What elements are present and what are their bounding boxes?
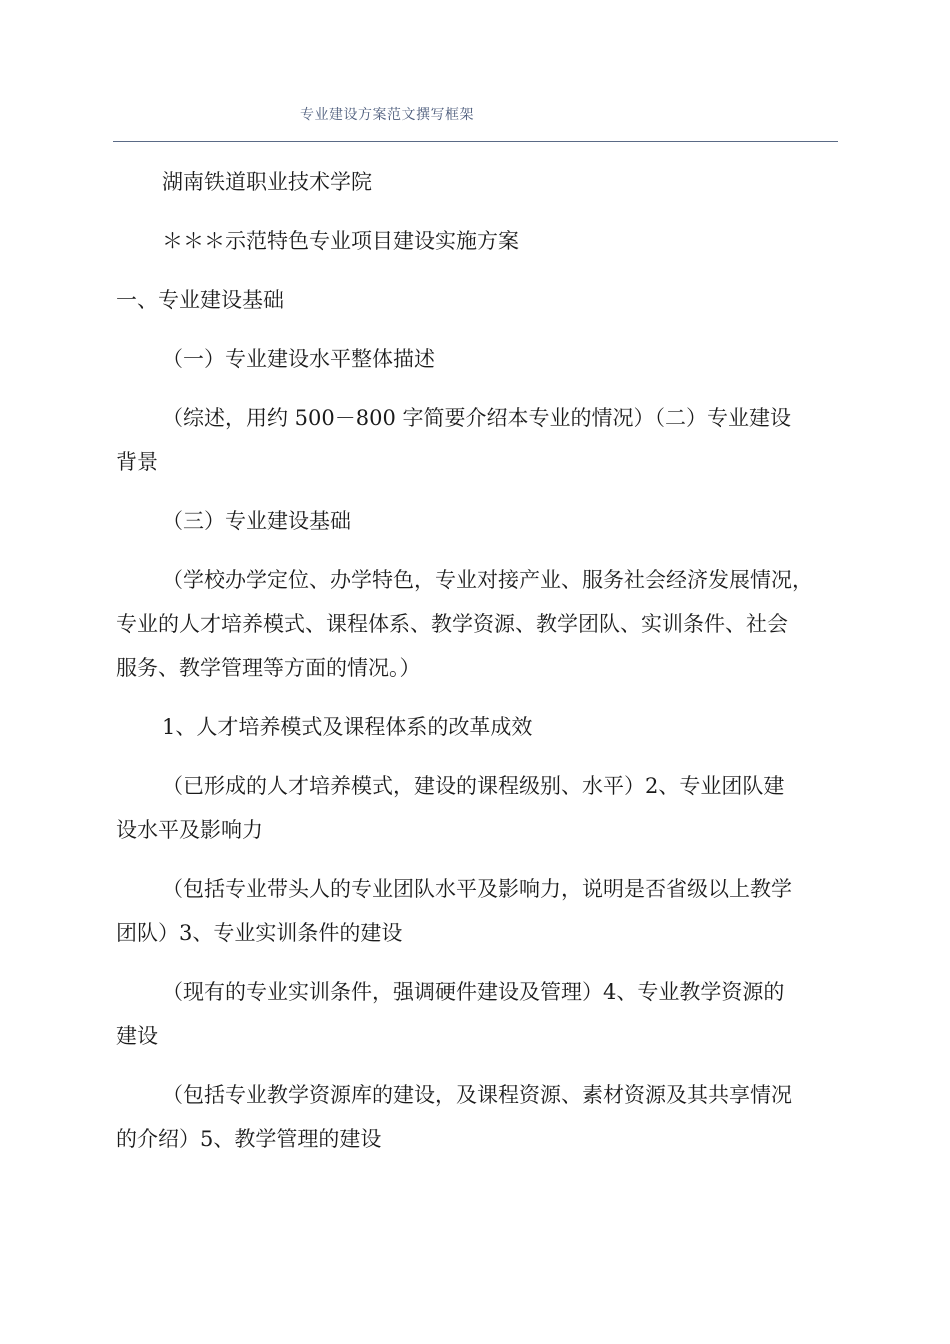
paragraph-line: 专业的人才培养模式、课程体系、教学资源、教学团队、实训条件、社会 bbox=[116, 612, 788, 636]
paragraph-line: 服务、教学管理等方面的情况。） bbox=[116, 656, 421, 680]
institution-name: 湖南铁道职业技术学院 bbox=[162, 170, 372, 194]
running-header-title: 专业建设方案范文撰写框架 bbox=[300, 107, 474, 123]
subsection-heading-1-1: （一）专业建设水平整体描述 bbox=[162, 347, 435, 371]
subsection-heading-1-3: （三）专业建设基础 bbox=[162, 509, 351, 533]
paragraph-line: （包括专业教学资源库的建设，及课程资源、素材资源及其共享情况 bbox=[162, 1083, 792, 1107]
paragraph-line: （综述，用约 500－800 字简要介绍本专业的情况）（二）专业建设 bbox=[162, 406, 792, 430]
paragraph-line: （已形成的人才培养模式，建设的课程级别、水平）2、专业团队建 bbox=[162, 774, 785, 798]
section-heading-1: 一、专业建设基础 bbox=[116, 288, 284, 312]
paragraph-line: 建设 bbox=[116, 1024, 158, 1048]
paragraph-line: 的介绍）5、教学管理的建设 bbox=[116, 1127, 382, 1151]
paragraph-line: （包括专业带头人的专业团队水平及影响力，说明是否省级以上教学 bbox=[162, 877, 792, 901]
paragraph-line: （学校办学定位、办学特色，专业对接产业、服务社会经济发展情况， bbox=[162, 568, 813, 592]
paragraph-line: 设水平及影响力 bbox=[116, 818, 263, 842]
paragraph-line: （现有的专业实训条件，强调硬件建设及管理）4、专业教学资源的 bbox=[162, 980, 785, 1004]
paragraph-line: 团队）3、专业实训条件的建设 bbox=[116, 921, 403, 945]
document-title: ＊＊＊示范特色专业项目建设实施方案 bbox=[162, 229, 519, 253]
paragraph-line: 背景 bbox=[116, 450, 158, 474]
item-heading-1: 1、人才培养模式及课程体系的改革成效 bbox=[162, 715, 533, 739]
header-divider bbox=[113, 141, 838, 142]
